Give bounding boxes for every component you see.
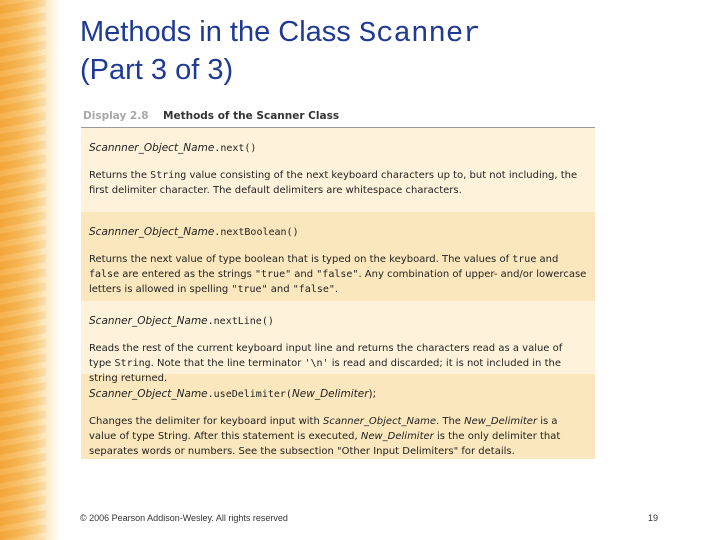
display-box xyxy=(81,104,595,458)
desc-code: "false" xyxy=(292,284,335,295)
signature-end: ); xyxy=(368,388,377,400)
desc-text: . xyxy=(334,284,339,295)
method-description xyxy=(81,159,595,203)
object-name: Scanner_Object_Name xyxy=(89,315,208,327)
desc-text: and xyxy=(267,284,293,295)
desc-text: Returns the next value of type boolean that is typed on the keyboard. The values of xyxy=(89,254,513,265)
display-header xyxy=(81,104,595,128)
title-line-2: (Part 3 of 3) xyxy=(80,54,234,86)
method-entry-next xyxy=(81,128,595,212)
desc-code: "true" xyxy=(254,269,292,280)
desc-text: is a value of type String. After this statement is executed, xyxy=(89,416,558,442)
method-entry-next-line xyxy=(81,301,595,384)
desc-code: "true" xyxy=(231,284,268,295)
desc-text: value consisting of the next keyboard characters up to, but not including, the first delimiter character. The default delimiters are whitespace characters. xyxy=(89,170,578,196)
desc-italic: Scanner_Object_Name xyxy=(323,416,436,427)
method-signature xyxy=(81,212,595,243)
method-name: .nextLine() xyxy=(207,316,274,327)
parameter-name: New_Delimiter xyxy=(291,388,369,400)
desc-code: true xyxy=(512,254,537,265)
desc-text: . Any combination of upper- and/or lowercase letters is allowed in spelling xyxy=(89,269,587,295)
method-name: .next() xyxy=(214,143,257,154)
desc-text: Returns the xyxy=(89,170,151,181)
method-signature xyxy=(81,301,595,332)
display-number: Display 2.8 xyxy=(83,109,149,122)
desc-text: . Note that the line terminator xyxy=(150,358,305,369)
display-caption: Methods of the Scanner Class xyxy=(163,109,340,122)
desc-text: is read and discarded; it is not included in the string returned. xyxy=(89,358,561,384)
method-entry-next-boolean xyxy=(81,212,595,301)
desc-text: and xyxy=(291,269,317,280)
object-name: Scanner_Object_Name xyxy=(89,388,208,400)
desc-code: false xyxy=(89,269,120,280)
method-name: .useDelimiter( xyxy=(207,389,292,400)
desc-italic: New_Delimiter xyxy=(464,416,538,427)
side-bar-fade xyxy=(46,0,60,540)
title-class-name: Scanner xyxy=(358,17,481,50)
desc-code: "false" xyxy=(316,269,359,280)
title-line-1 xyxy=(80,14,700,52)
desc-text: Reads the rest of the current keyboard input line and returns the characters read as a value of type xyxy=(89,343,563,369)
desc-code: String xyxy=(114,358,151,369)
desc-code: String xyxy=(150,170,187,181)
object-name: Scannner_Object_Name xyxy=(89,142,215,154)
desc-text: is the only delimiter that separates words or numbers. See the subsection "Other Input Delimiters" for details. xyxy=(89,431,561,457)
desc-text: are entered as the strings xyxy=(119,269,255,280)
method-name: .nextBoolean() xyxy=(214,227,299,238)
page-number: 19 xyxy=(648,513,659,523)
desc-code: '\n' xyxy=(304,358,329,369)
slide-title xyxy=(80,14,700,89)
desc-text: Changes the delimiter for keyboard input with xyxy=(89,416,323,427)
desc-text: and xyxy=(536,254,559,265)
decorative-side-bar xyxy=(0,0,46,540)
title-text: Methods in the Class xyxy=(80,16,359,48)
method-description xyxy=(81,243,595,302)
copyright-footer: © 2006 Pearson Addison-Wesley. All rights reserved xyxy=(80,513,288,523)
object-name: Scannner_Object_Name xyxy=(89,226,215,238)
method-description xyxy=(81,405,595,464)
method-entry-use-delimiter xyxy=(81,374,595,459)
desc-text: . The xyxy=(435,416,465,427)
desc-italic: New_Delimiter xyxy=(360,431,434,442)
method-signature xyxy=(81,128,595,159)
